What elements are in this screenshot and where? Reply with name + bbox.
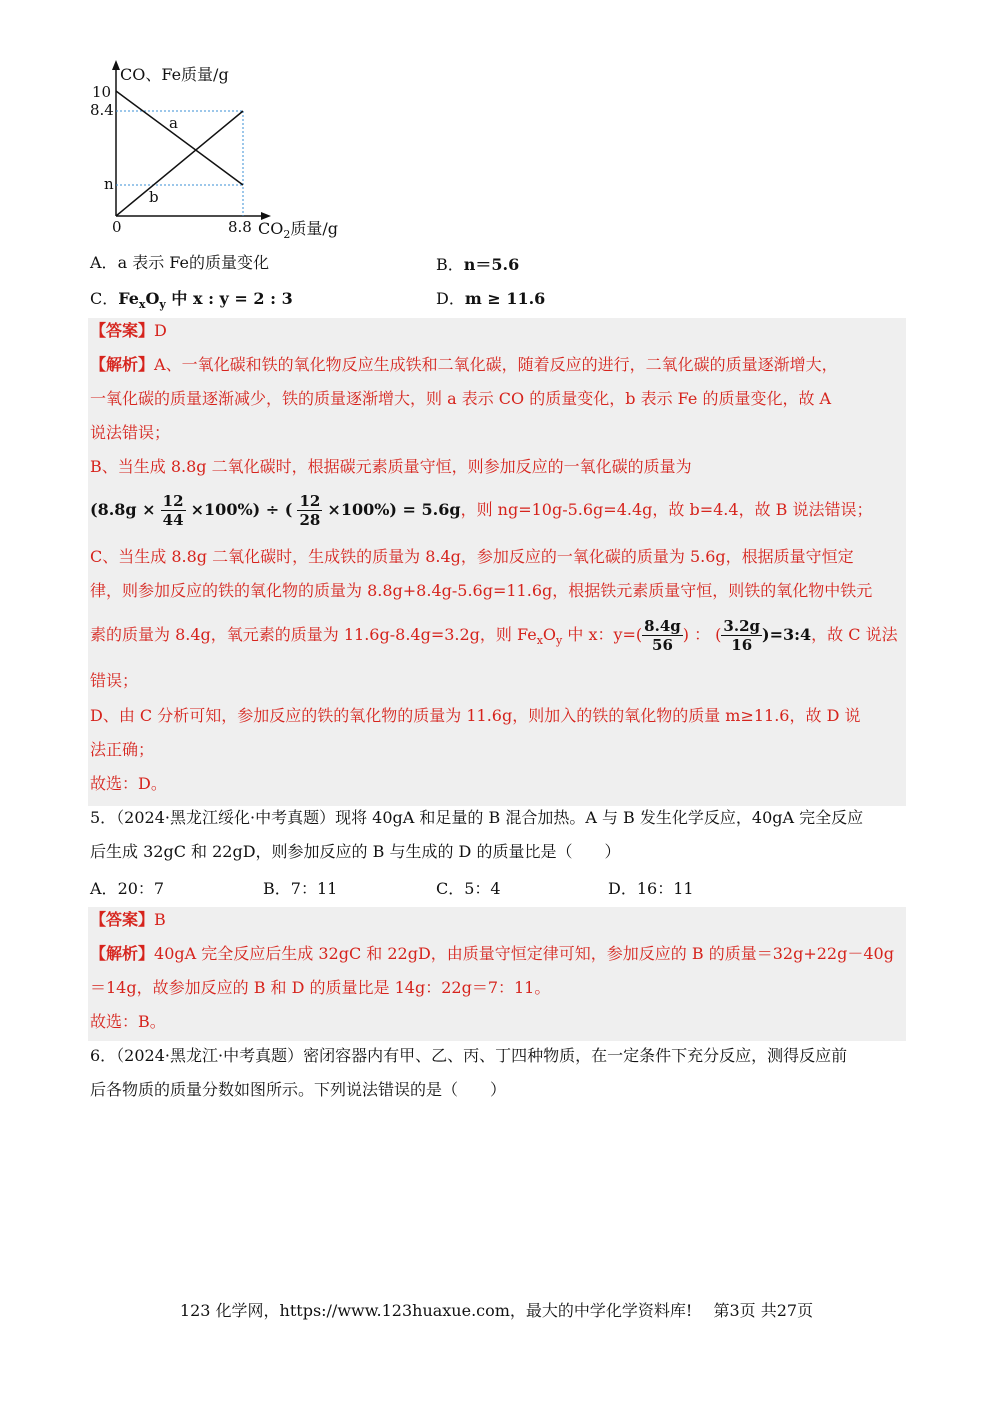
y-tick-8-4: 8.4 (90, 101, 114, 119)
q4-option-c (90, 286, 293, 311)
x-axis-label-pre: CO (258, 219, 284, 238)
q5-option-b: B．7：11 (263, 879, 338, 898)
q4-option-b (436, 252, 519, 275)
answer-value: B (154, 910, 166, 929)
line-b (116, 111, 243, 216)
q5-option-d: D．16：11 (608, 879, 694, 898)
q4-analysis-c-2: 律，则参加反应的铁的氧化物的质量为 8.8g+8.4g-5.6g=11.6g，根据铁元素质量守恒，则铁的氧化物中铁元 (90, 581, 873, 600)
line-a (116, 91, 243, 185)
mass-graph (80, 56, 350, 242)
q4-analysis-tail-1: 错误； (90, 671, 139, 690)
q5-stem-2: 后生成 32gC 和 22gD，则参加反应的 B 与生成的 D 的质量比是（ ） (90, 842, 621, 861)
q5-answer (90, 909, 166, 931)
q4-formula-c: 素的质量为 8.4g，氧元素的质量为 11.6g-8.4g=3.2g，则 $Fe_xO_y$ 中 x：y=( $\frac{8.4g}{56}$ ) ： ( $\frac{3.2g}{16}$ )=3:4，故 C 说法 (90, 617, 898, 654)
x-axis-label (258, 216, 338, 241)
q4-analysis-tail-4: 故选：D。 (90, 774, 167, 793)
q4-answer (90, 320, 167, 342)
formula-part: ×100%) = 5.6g (327, 500, 461, 519)
option-letter: A． (90, 253, 118, 272)
option-letter: D． (436, 289, 465, 308)
q4-analysis-line-4: B、当生成 8.8g 二氧化碳时，根据碳元素质量守恒，则参加反应的一氧化碳的质量为 (90, 457, 692, 476)
answer-tag: 【答案】 (90, 321, 155, 340)
fraction: $\frac{12}{28}$ (299, 492, 321, 529)
q5-option-c: C．5：4 (436, 879, 501, 898)
answer-value: D (154, 321, 167, 340)
q6-stem-1: 6．（2024·黑龙江·中考真题）密闭容器内有甲、乙、丙、丁四种物质，在一定条件下充分反应，测得反应前 (90, 1046, 848, 1065)
line-a-label: a (169, 114, 178, 132)
y-tick-10: 10 (92, 83, 112, 101)
analysis-text: A、一氧化碳和铁的氧化物反应生成铁和二氧化碳，随着反应的进行，二氧化碳的质量逐渐增大， (154, 355, 838, 374)
q4-analysis-line-2: 一氧化碳的质量逐渐减少，铁的质量逐渐增大，则 a 表示 CO 的质量变化，b 表示 Fe 的质量变化，故 A (90, 389, 832, 408)
q6-stem-2: 后各物质的质量分数如图所示。下列说法错误的是（ ） (90, 1080, 507, 1099)
q4-analysis-c-1: C、当生成 8.8g 二氧化碳时，生成铁的质量为 8.4g，参加反应的一氧化碳的质量为 5.6g，根据质量守恒定 (90, 547, 854, 566)
x-axis-label-post: 质量/g (290, 219, 338, 238)
option-text: n＝5.6 (463, 255, 520, 274)
analysis-tag: 【解析】 (90, 944, 155, 963)
q5-analysis-line-1 (90, 943, 894, 965)
q4-option-a (90, 250, 269, 273)
analysis-tag: 【解析】 (90, 355, 155, 374)
q5-stem-1: 5．（2024·黑龙江绥化·中考真题）现将 40gA 和足量的 B 混合加热。A 与 B 发生化学反应，40gA 完全反应 (90, 808, 864, 827)
formula-part: 中 x：y=( (562, 625, 643, 644)
line-b-label: b (149, 188, 159, 206)
q4-analysis-tail-2: D、由 C 分析可知，参加反应的铁的氧化物的质量为 11.6g，则加入的铁的氧化物的质量 m≥11.6，故 D 说 (90, 706, 861, 725)
option-text: a 表示 Fe的质量变化 (117, 253, 269, 272)
formula-tail: ，故 C 说法 (811, 625, 898, 644)
page-footer: 123 化学网，https://www.123huaxue.com，最大的中学化学资料库! 第3页 共27页 (179, 1301, 814, 1320)
y-axis-label: CO、Fe质量/g (120, 65, 229, 84)
q4-analysis-tail-3: 法正确； (90, 740, 155, 759)
option-text: $Fe_xO_y$ 中 x : y = 2 : 3 (118, 289, 293, 312)
formula-part: )=3:4 (762, 625, 812, 644)
q4-formula-b (90, 490, 873, 530)
formula-tail: ，则 ng=10g-5.6g=4.4g，故 b=4.4，故 B 说法错误； (460, 500, 873, 519)
formula-part: ) ： ( (682, 625, 722, 644)
y-axis-arrow (112, 60, 120, 70)
q4-option-d (436, 286, 545, 309)
option-text: m ≥ 11.6 (464, 289, 546, 308)
analysis-text: 40gA 完全反应后生成 32gC 和 22gD，由质量守恒定律可知，参加反应的 B 的质量＝32g+22g－40g (154, 944, 894, 963)
q4-analysis-line-3: 说法错误； (90, 423, 171, 442)
q5-analysis-line-3: 故选：B。 (90, 1012, 166, 1031)
formula-part: ×100%) ÷ ( (190, 500, 293, 519)
origin-label: 0 (112, 218, 122, 236)
fraction: $\frac{12}{44}$ (162, 492, 184, 529)
q5-option-a: A．20：7 (90, 879, 165, 898)
y-tick-n: n (104, 175, 114, 193)
answer-tag: 【答案】 (90, 910, 155, 929)
fraction: $\frac{3.2g}{16}$ (723, 617, 761, 654)
formula-part: (8.8g × (90, 500, 156, 519)
formula-part: 素的质量为 8.4g，氧元素的质量为 11.6g-8.4g=3.2g，则 Fe (90, 625, 537, 644)
x-axis-label-sub: 2 (283, 228, 291, 242)
q5-analysis-line-2: ＝14g，故参加反应的 B 和 D 的质量比是 14g：22g＝7：11。 (90, 978, 551, 997)
fraction: $\frac{8.4g}{56}$ (644, 617, 681, 654)
option-letter: B． (436, 255, 464, 274)
q5-analysis-block (88, 907, 906, 1041)
q4-analysis-line-1 (90, 354, 838, 376)
x-tick-8-8: 8.8 (228, 218, 252, 236)
option-letter: C． (90, 289, 119, 308)
